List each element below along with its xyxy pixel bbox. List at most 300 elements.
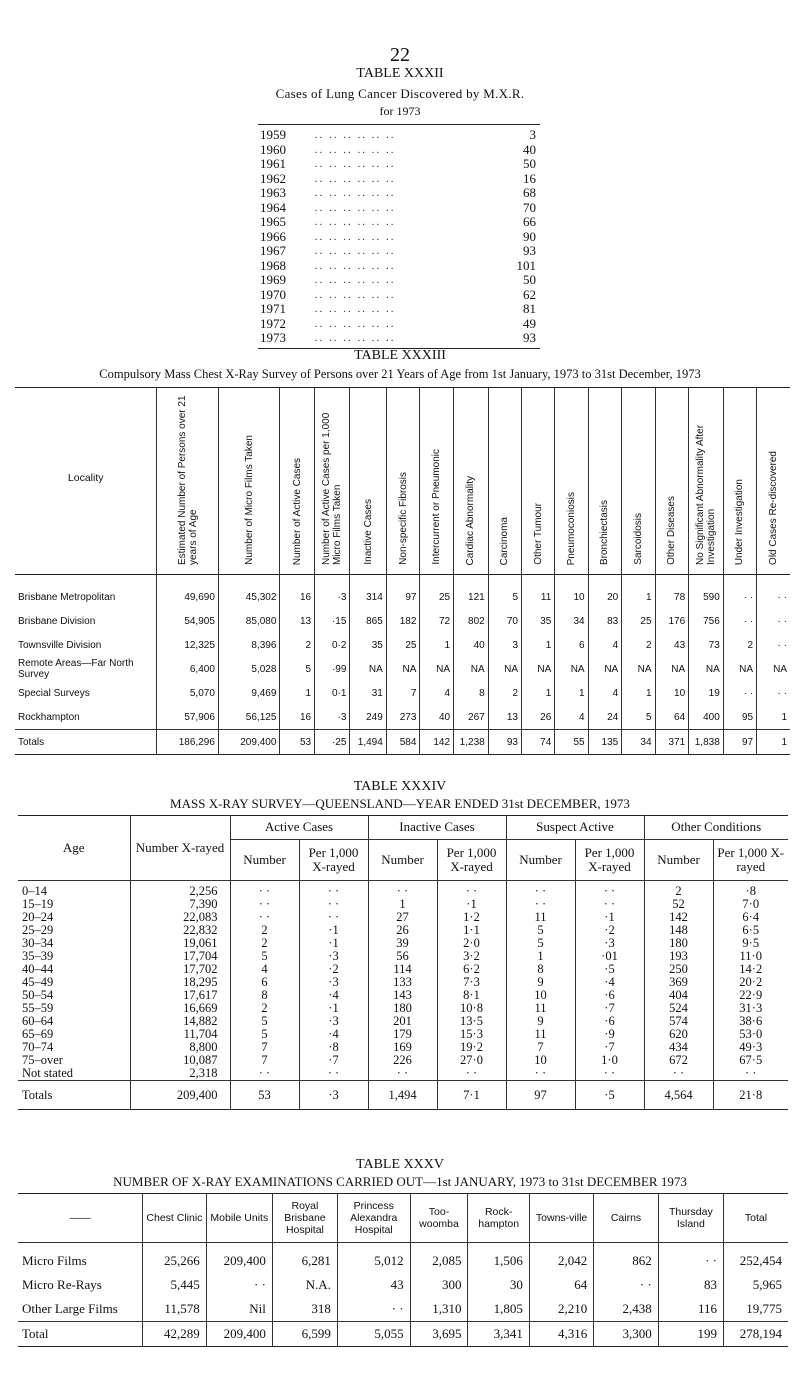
total-cell: 4,564: [644, 1081, 713, 1110]
value-cell: 95: [723, 705, 756, 730]
value-cell: 54,905: [157, 609, 218, 633]
table35: [18, 1193, 788, 1347]
value-cell: 143: [368, 989, 437, 1002]
value-cell: 39: [368, 937, 437, 950]
value-cell: 57,906: [157, 705, 218, 730]
locality-cell: Brisbane Metropolitan: [18, 591, 116, 603]
column-header: [555, 388, 588, 575]
age-cell: 20–24: [22, 910, 54, 924]
value-cell: NA: [522, 657, 555, 681]
value-cell: ·99: [315, 657, 350, 681]
value-cell: ·4: [299, 989, 368, 1002]
value-cell: 318: [272, 1297, 337, 1322]
value-cell: ·8: [713, 881, 788, 899]
year-value: 3: [529, 127, 536, 142]
value-cell: 273: [386, 705, 420, 730]
value-cell: 1·1: [437, 924, 506, 937]
column-header: [655, 388, 689, 575]
value-cell: 5: [230, 950, 299, 963]
table34-title: TABLE XXXIV: [353, 779, 447, 794]
column-header-label: Number of Micro Films Taken: [243, 435, 255, 565]
year-value: 93: [523, 330, 536, 345]
leader-dots: .. .. .. .. .. ..: [310, 332, 396, 344]
total-cell: 1: [757, 730, 790, 755]
value-cell: · ·: [230, 911, 299, 924]
age-cell: 35–39: [22, 949, 54, 963]
value-cell: ·9: [575, 1028, 644, 1041]
locality-cell: Townsville Division: [18, 639, 102, 651]
value-cell: 4: [230, 963, 299, 976]
value-cell: 30: [468, 1273, 529, 1297]
column-header: [522, 388, 555, 575]
value-cell: 9: [506, 976, 575, 989]
year-row: [258, 201, 540, 216]
value-cell: 7: [230, 1041, 299, 1054]
column-header: [723, 388, 756, 575]
value-cell: 85,080: [218, 609, 279, 633]
value-cell: 4: [588, 681, 622, 705]
value-cell: · ·: [230, 1067, 299, 1081]
total-cell: 142: [420, 730, 454, 755]
column-header: [157, 388, 218, 575]
column-header: Rock-hampton: [468, 1194, 529, 1243]
total-cell: 74: [522, 730, 555, 755]
value-cell: 1: [506, 950, 575, 963]
age-cell: 50–54: [22, 988, 54, 1002]
age-cell: 0–14: [22, 884, 47, 898]
table-row: [15, 575, 790, 610]
value-cell: 11: [506, 1028, 575, 1041]
table34-number-header: Number: [368, 839, 437, 880]
value-cell: 193: [644, 950, 713, 963]
totals-label: Total: [18, 1322, 143, 1347]
value-cell: 1: [622, 575, 655, 610]
value-cell: 2: [280, 633, 315, 657]
value-cell: 7·0: [713, 898, 788, 911]
column-header-label: Old Cases Re-discovered: [768, 451, 780, 565]
value-cell: NA: [723, 657, 756, 681]
value-cell: 20: [588, 575, 622, 610]
value-cell: 34: [555, 609, 588, 633]
year-row: [258, 244, 540, 259]
value-cell: 5: [622, 705, 655, 730]
value-cell: ·2: [299, 963, 368, 976]
year-value: 66: [523, 214, 536, 229]
value-cell: 176: [655, 609, 689, 633]
column-header: [488, 388, 521, 575]
value-cell: 3: [488, 633, 521, 657]
table-row: [15, 705, 790, 730]
value-cell: 1·2: [437, 911, 506, 924]
total-cell: ·3: [299, 1081, 368, 1110]
value-cell: 97: [386, 575, 420, 610]
column-header: [588, 388, 622, 575]
value-cell: 3·2: [437, 950, 506, 963]
age-cell: 75–over: [22, 1053, 63, 1067]
value-cell: 133: [368, 976, 437, 989]
value-cell: 10·8: [437, 1002, 506, 1015]
value-cell: 5: [230, 1028, 299, 1041]
year-row: [258, 230, 540, 245]
value-cell: 83: [588, 609, 622, 633]
totals-row: [18, 1322, 788, 1347]
row-label: Micro Films: [22, 1253, 87, 1268]
value-cell: 56,125: [218, 705, 279, 730]
value-cell: 18,295: [130, 976, 230, 989]
value-cell: 13: [280, 609, 315, 633]
value-cell: 7,390: [130, 898, 230, 911]
year-value: 68: [523, 185, 536, 200]
value-cell: 4: [420, 681, 454, 705]
value-cell: 250: [644, 963, 713, 976]
value-cell: · ·: [299, 1067, 368, 1081]
table32-period: for 1973: [379, 104, 421, 118]
table34-number-xrayed-header: Number X-rayed: [130, 816, 230, 881]
column-header: Total: [724, 1194, 789, 1243]
value-cell: 11: [506, 1002, 575, 1015]
value-cell: ·1: [575, 911, 644, 924]
value-cell: · ·: [230, 898, 299, 911]
value-cell: · ·: [368, 881, 437, 899]
column-header-label: Under Investigation: [734, 478, 746, 565]
value-cell: 6·2: [437, 963, 506, 976]
value-cell: 8,800: [130, 1041, 230, 1054]
column-header-label: Non-specific Fibrosis: [397, 472, 409, 565]
total-cell: 209,400: [206, 1322, 272, 1347]
year-value: 40: [523, 141, 536, 157]
table-row: [15, 681, 790, 705]
value-cell: NA: [420, 657, 454, 681]
table-row: [18, 1243, 788, 1274]
value-cell: 52: [644, 898, 713, 911]
totals-row: [15, 730, 790, 755]
value-cell: 1,310: [410, 1297, 468, 1322]
value-cell: 116: [658, 1297, 723, 1322]
column-header: [386, 388, 420, 575]
value-cell: 11: [522, 575, 555, 610]
value-cell: 8,396: [218, 633, 279, 657]
year-label: 1961: [260, 156, 286, 171]
value-cell: 5,012: [337, 1243, 410, 1274]
year-label: 1968: [260, 257, 286, 273]
column-header: Royal Brisbane Hospital: [272, 1194, 337, 1243]
table34-group-header: Suspect Active: [506, 816, 644, 840]
value-cell: 43: [337, 1273, 410, 1297]
year-row: [258, 186, 540, 201]
value-cell: 17,702: [130, 963, 230, 976]
total-cell: ·5: [575, 1081, 644, 1110]
value-cell: · ·: [506, 898, 575, 911]
value-cell: ·4: [575, 976, 644, 989]
total-cell: 42,289: [143, 1322, 207, 1347]
value-cell: · ·: [437, 1067, 506, 1081]
value-cell: ·7: [575, 1002, 644, 1015]
totals-label: Totals: [18, 1081, 130, 1110]
total-cell: 186,296: [157, 730, 218, 755]
value-cell: 11: [506, 911, 575, 924]
total-cell: 209,400: [130, 1081, 230, 1110]
table34-per1000-header: Per 1,000 X-rayed: [713, 839, 788, 880]
value-cell: 434: [644, 1041, 713, 1054]
value-cell: 620: [644, 1028, 713, 1041]
value-cell: ·8: [299, 1041, 368, 1054]
value-cell: ·15: [315, 609, 350, 633]
column-header: [218, 388, 279, 575]
value-cell: 226: [368, 1054, 437, 1067]
value-cell: · ·: [594, 1273, 658, 1297]
total-cell: 97: [506, 1081, 575, 1110]
value-cell: 16,669: [130, 1002, 230, 1015]
leader-dots: .. .. .. .. .. ..: [310, 288, 396, 301]
column-header-label: Estimated Number of Persons over 21 years of Age: [176, 395, 199, 565]
table-row: [15, 633, 790, 657]
value-cell: 43: [655, 633, 689, 657]
year-label: 1963: [260, 185, 286, 200]
value-cell: 2: [622, 633, 655, 657]
table32-title: TABLE XXXII: [356, 66, 444, 81]
value-cell: 7·3: [437, 976, 506, 989]
value-cell: 300: [410, 1273, 468, 1297]
year-value: 93: [523, 243, 536, 258]
value-cell: 6: [555, 633, 588, 657]
value-cell: NA: [386, 657, 420, 681]
value-cell: · ·: [575, 881, 644, 899]
value-cell: 2·0: [437, 937, 506, 950]
value-cell: Nil: [206, 1297, 272, 1322]
value-cell: · ·: [757, 609, 790, 633]
value-cell: 45,302: [218, 575, 279, 610]
year-row: [258, 259, 540, 274]
value-cell: · ·: [757, 681, 790, 705]
year-row: [258, 273, 540, 288]
value-cell: NA: [588, 657, 622, 681]
corner-dash: ——: [69, 1212, 91, 1224]
value-cell: 5,070: [157, 681, 218, 705]
value-cell: · ·: [368, 1067, 437, 1081]
leader-dots: .. .. .. .. .. ..: [310, 245, 396, 257]
table34: [18, 815, 788, 1110]
value-cell: · ·: [723, 681, 756, 705]
table33: [15, 387, 790, 755]
value-cell: 26: [522, 705, 555, 730]
column-header-label: Pneumoconiosis: [565, 491, 577, 565]
value-cell: ·2: [575, 924, 644, 937]
value-cell: 862: [594, 1243, 658, 1274]
value-cell: 10: [555, 575, 588, 610]
row-label: Other Large Films: [22, 1301, 118, 1316]
locality-cell: Special Surveys: [18, 687, 90, 699]
total-cell: 3,300: [594, 1322, 658, 1347]
value-cell: 121: [454, 575, 489, 610]
table34-per1000-header: Per 1,000 X-rayed: [575, 839, 644, 880]
age-cell: 40–44: [22, 962, 54, 976]
total-cell: ·25: [315, 730, 350, 755]
age-cell: 60–64: [22, 1014, 54, 1028]
value-cell: 4: [555, 705, 588, 730]
value-cell: 2: [723, 633, 756, 657]
value-cell: 209,400: [206, 1243, 272, 1274]
value-cell: 9·5: [713, 937, 788, 950]
value-cell: · ·: [299, 911, 368, 924]
value-cell: 252,454: [724, 1243, 789, 1274]
total-cell: 53: [280, 730, 315, 755]
total-cell: 7·1: [437, 1081, 506, 1110]
value-cell: ·1: [299, 924, 368, 937]
total-cell: 1,494: [350, 730, 386, 755]
value-cell: ·01: [575, 950, 644, 963]
total-cell: 4,316: [529, 1322, 593, 1347]
total-cell: 371: [655, 730, 689, 755]
table33-subtitle: Compulsory Mass Chest X-Ray Survey of Persons over 21 Years of Age from 1st January, 1973 to 31st December, 1973: [99, 367, 701, 381]
column-header-label: Inactive Cases: [362, 499, 374, 565]
value-cell: 38·6: [713, 1015, 788, 1028]
value-cell: 1: [368, 898, 437, 911]
year-row: [258, 288, 540, 303]
column-header: Chest Clinic: [143, 1194, 207, 1243]
value-cell: ·3: [315, 575, 350, 610]
value-cell: 22,083: [130, 911, 230, 924]
value-cell: 15·3: [437, 1028, 506, 1041]
table-row: [18, 1067, 788, 1081]
total-cell: 21·8: [713, 1081, 788, 1110]
value-cell: 2: [230, 937, 299, 950]
year-label: 1960: [260, 141, 286, 157]
total-cell: 34: [622, 730, 655, 755]
value-cell: 6·5: [713, 924, 788, 937]
value-cell: 590: [689, 575, 724, 610]
value-cell: 10: [655, 681, 689, 705]
value-cell: 35: [350, 633, 386, 657]
value-cell: ·5: [575, 963, 644, 976]
value-cell: 249: [350, 705, 386, 730]
value-cell: NA: [689, 657, 724, 681]
leader-dots: .. .. .. .. .. ..: [310, 187, 396, 199]
value-cell: 67·5: [713, 1054, 788, 1067]
age-cell: 55–59: [22, 1001, 54, 1015]
column-header-label: Other Diseases: [666, 496, 678, 565]
total-cell: 199: [658, 1322, 723, 1347]
year-row: [258, 331, 540, 346]
value-cell: NA: [555, 657, 588, 681]
leader-dots: .. .. .. .. .. ..: [310, 143, 396, 156]
value-cell: · ·: [337, 1297, 410, 1322]
leader-dots: .. .. .. .. .. ..: [310, 274, 396, 286]
value-cell: 19: [689, 681, 724, 705]
table33-title: TABLE XXXIII: [354, 348, 446, 363]
value-cell: 22,832: [130, 924, 230, 937]
value-cell: · ·: [575, 1067, 644, 1081]
value-cell: 6: [230, 976, 299, 989]
value-cell: 26: [368, 924, 437, 937]
value-cell: 2,210: [529, 1297, 593, 1322]
year-row: [258, 317, 540, 332]
value-cell: 31: [350, 681, 386, 705]
age-cell: 65–69: [22, 1027, 54, 1041]
total-cell: 6,599: [272, 1322, 337, 1347]
year-value: 70: [523, 199, 536, 215]
value-cell: 6·4: [713, 911, 788, 924]
value-cell: 12,325: [157, 633, 218, 657]
total-cell: 93: [488, 730, 521, 755]
year-row: [258, 128, 540, 143]
value-cell: 756: [689, 609, 724, 633]
year-label: 1965: [260, 214, 286, 229]
year-label: 1971: [260, 301, 286, 316]
column-header-label: No Significant Abnormality After Investigation: [694, 424, 717, 565]
year-label: 1959: [260, 127, 286, 142]
column-header: [350, 388, 386, 575]
value-cell: 11,578: [143, 1297, 207, 1322]
value-cell: 83: [658, 1273, 723, 1297]
value-cell: 40: [420, 705, 454, 730]
value-cell: NA: [488, 657, 521, 681]
value-cell: 5: [506, 937, 575, 950]
value-cell: 6,281: [272, 1243, 337, 1274]
value-cell: 25: [420, 575, 454, 610]
leader-dots: .. .. .. .. .. ..: [310, 259, 396, 272]
table34-number-header: Number: [230, 839, 299, 880]
column-header-label: Intercurrent or Pneumonic: [431, 449, 443, 565]
value-cell: 27: [368, 911, 437, 924]
year-value: 90: [523, 228, 536, 244]
year-label: 1964: [260, 199, 286, 215]
value-cell: 4: [588, 633, 622, 657]
value-cell: 404: [644, 989, 713, 1002]
locality-cell: Remote Areas—Far North Survey: [18, 658, 134, 680]
value-cell: 1,506: [468, 1243, 529, 1274]
age-cell: 70–74: [22, 1040, 54, 1054]
leader-dots: .. .. .. .. .. ..: [310, 216, 396, 228]
value-cell: 40: [454, 633, 489, 657]
value-cell: · ·: [506, 1067, 575, 1081]
column-header: Mobile Units: [206, 1194, 272, 1243]
value-cell: 17,704: [130, 950, 230, 963]
column-header-locality: Locality: [67, 472, 104, 484]
year-value: 62: [523, 286, 536, 302]
leader-dots: .. .. .. .. .. ..: [310, 172, 396, 185]
table34-group-header: Other Conditions: [644, 816, 788, 840]
total-cell: 278,194: [724, 1322, 789, 1347]
value-cell: 10: [506, 989, 575, 1002]
value-cell: 524: [644, 1002, 713, 1015]
value-cell: 14,882: [130, 1015, 230, 1028]
table34-subtitle: MASS X-RAY SURVEY—QUEENSLAND—YEAR ENDED 31st DECEMBER, 1973: [170, 796, 630, 811]
year-label: 1972: [260, 315, 286, 331]
column-header: [280, 388, 315, 575]
value-cell: 5: [506, 924, 575, 937]
value-cell: 7: [506, 1041, 575, 1054]
value-cell: ·1: [299, 1002, 368, 1015]
value-cell: 5,028: [218, 657, 279, 681]
value-cell: 24: [588, 705, 622, 730]
value-cell: ·3: [299, 950, 368, 963]
year-value: 101: [516, 257, 536, 273]
value-cell: 201: [368, 1015, 437, 1028]
column-header-label: Number of Active Cases: [291, 457, 303, 565]
value-cell: 25,266: [143, 1243, 207, 1274]
value-cell: 56: [368, 950, 437, 963]
value-cell: 2,085: [410, 1243, 468, 1274]
value-cell: 574: [644, 1015, 713, 1028]
year-row: [258, 143, 540, 158]
totals-label: Totals: [15, 730, 157, 755]
age-cell: Not stated: [22, 1066, 74, 1080]
column-header: [689, 388, 724, 575]
total-cell: 3,341: [468, 1322, 529, 1347]
value-cell: NA: [454, 657, 489, 681]
value-cell: · ·: [757, 633, 790, 657]
table35-subtitle: NUMBER OF X-RAY EXAMINATIONS CARRIED OUT—1st JANUARY, 1973 to 31st DECEMBER 1973: [113, 1174, 687, 1189]
